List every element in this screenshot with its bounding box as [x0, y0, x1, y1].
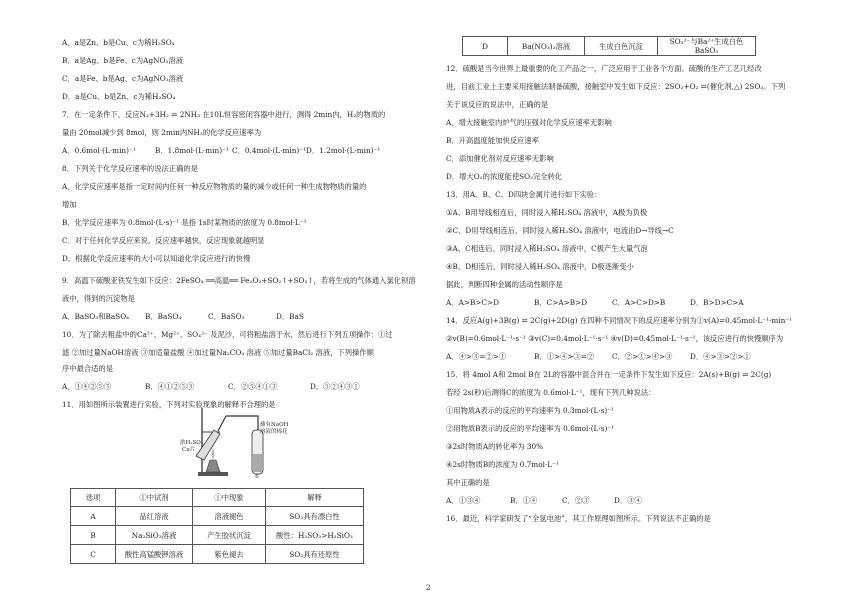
q12-option-a: A．增大接触室内炉气的压强对化学反应速率无影响 — [446, 118, 612, 127]
q15-option-b: B．①④ — [510, 496, 538, 505]
q13-item-1: ①A、B用导线相连后，同时浸入稀H₂SO₄ 溶液中，A极为负极 — [446, 208, 648, 217]
q8-option-d: D．根据化学反应速率的大小可以知道化学反应进行的快慢 — [62, 254, 251, 263]
q15-option-a: A．①③④ — [446, 496, 481, 505]
q7-stem-line2: 量由 20mol减少到 8mol，则 2min内NH₃的化学反应速率为 — [62, 128, 262, 137]
q10-option-c: C．②⑤④①③ — [228, 382, 278, 391]
q15-item-2: ②用物质B表示的反应的平均速率为 0.6mol·(L·s)⁻¹ — [446, 424, 615, 433]
q6-option-d: D．a是Cu、b是Zn、c为稀H₂SO₄ — [62, 92, 176, 101]
q8-option-a-cont: 增加 — [62, 200, 77, 209]
q10-option-a: A．①④②⑤③ — [62, 382, 112, 391]
q15-stem-line2: 若经 2s(秒)后测得C的浓度为 0.6mol·L⁻¹，现有下列几种说法： — [446, 388, 656, 397]
q14-option-b: B．①>④>③=② — [534, 352, 595, 361]
q13-option-a: A．A>B>C>D — [446, 298, 499, 307]
table-row — [463, 37, 756, 56]
q9-option-a: A．BaSO₃和BaSO₄ — [62, 312, 130, 321]
apparatus-figure — [162, 396, 288, 478]
q15-option-d: D．③④ — [614, 496, 642, 505]
q10-stem-line3: 序中最合适的是 — [62, 364, 114, 373]
figure-label-copper: Cu片 — [182, 447, 196, 453]
q9-option-c: C．BaSO₃ — [208, 312, 245, 321]
table-cell: 生成白色沉淀 — [585, 37, 658, 56]
table-cell: D — [463, 37, 508, 56]
q8-option-c: C．对于任何化学反应来说，反应速率越快，反应现象就越明显 — [62, 236, 265, 245]
q15-item-4: ④2s时物质B的浓度为 0.7mol·L⁻¹ — [446, 460, 559, 469]
q15-item-5: 其中正确的是 — [446, 478, 490, 487]
q8-option-a: A．化学反应速率是指一定时间内任何一种反应物物质的量的减少或任何一种生成物物质的量的 — [62, 182, 367, 191]
q12-stem-line3: 关于该反应的说法中，正确的是 — [446, 100, 549, 109]
q10-option-b: B．④①②⑤③ — [145, 382, 195, 391]
q12-option-c: C．添加催化剂对反应速率无影响 — [446, 154, 554, 163]
q13-item-3: ③A、C相连后，同时浸入稀H₂SO₄ 溶液中，C极产生大量气泡 — [446, 244, 648, 253]
q13-item-2: ②C、D用导线相连后，同时浸入稀H₂SO₄ 溶液中，电流由D→导线→C — [446, 226, 674, 235]
q13-option-d: D．B>D>C>A — [690, 298, 744, 307]
q8-stem: 8．下列关于化学反应速率的说法正确的是 — [62, 164, 198, 173]
q15-item-3: ③2s时物质A的转化率为 30% — [446, 442, 544, 451]
q10-stem-line1: 10．为了除去粗盐中的Ca²⁺、Mg²⁺、SO₄²⁻ 及泥沙，可将粗盐溶于水，然后进行下列五项操作：①过 — [62, 330, 393, 339]
table-cell: A — [71, 507, 116, 526]
q12-stem-line1: 12．硫酸是当今世界上最重要的化工产品之一，广泛应用于工业各个方面。硫酸的生产工艺几经改 — [446, 64, 762, 73]
figure-label-cotton-2: 溶液的棉花 — [260, 429, 288, 435]
q12-stem-line2: 进，目前工业上主要采用接触法制备硫酸，接触室中发生如下反应：2SO₂+O₂ ⇌(催化剂,△) 2SO₃。下列 — [446, 82, 786, 91]
q10-stem-line2: 滤 ②加过量NaOH溶液 ③加适量盐酸 ④加过量Na₂CO₃ 溶液 ⑤加过量BaCl₂ 溶液，下列操作顺 — [62, 348, 374, 357]
table-cell: 产生胶状沉淀 — [193, 526, 266, 545]
table-cell: SO₃²⁻与Ba²⁺生成白色BaSO₃ — [658, 37, 756, 56]
q13-item-5: 据此，判断四种金属的活动性顺序是 — [446, 280, 563, 289]
q15-stem-line1: 15．将 4mol A和 2mol B在 2L的容器中混合并在一定条件下发生如下反应：2A(s)+B(g) ⇌ 2C(g) — [446, 370, 772, 379]
q11-table-continued — [462, 36, 756, 56]
q13-item-4: ④B、D相连后，同时浸入稀H₂SO₄ 溶液中，D极逐渐变小 — [446, 262, 634, 271]
table-header: 选项 — [71, 489, 116, 507]
table-row — [71, 526, 364, 545]
q7-option-a: A．0.6mol·(L·min)⁻¹ — [62, 146, 136, 155]
q16-stem: 16．最近，科学家研发了“全氢电池”，其工作原理如图所示。下列说法不正确的是 — [446, 514, 711, 523]
page-number: 2 — [426, 584, 431, 592]
q15-option-c: C．②③ — [562, 496, 590, 505]
q11-stem: 11．用如图所示装置进行实验，下列对实验现象的解释不合理的是 — [62, 400, 276, 409]
q14-option-d: D．④>③>②>① — [690, 352, 751, 361]
apparatus-drawing — [162, 396, 288, 478]
q14-option-c: C．②>①>④>③ — [612, 352, 673, 361]
q8-option-b: B．化学反应速率为 0.8mol·(L·s)⁻¹ 是指 1s时某物质的浓度为 0.8mol·L⁻¹ — [62, 218, 307, 227]
table-cell: C — [71, 545, 116, 564]
q13-option-c: C．A>C>D>B — [612, 298, 666, 307]
table-cell: Na₂SiO₃溶液 — [116, 526, 193, 545]
q14-stem-line1: 14．反应A(g)+3B(g) ⇌ 2C(g)+2D(g) 在四种不同情况下的反应速率分别为①v(A)=0.45mol·L⁻¹·min⁻¹ — [446, 316, 793, 325]
q7-option-d: D．1.2mol·(L·min)⁻¹ — [306, 146, 381, 155]
q7-stem-line1: 7．在一定条件下，反应N₂+3H₂ ⇌ 2NH₃ 在10L恒容密闭容器中进行，测得 2min内，H₂的物质的 — [62, 110, 386, 119]
q6-option-a: A．a是Zn、b是Cu、c为稀H₂SO₄ — [62, 38, 175, 47]
table-header: ①中试剂 — [116, 489, 193, 507]
table-cell: 酸性：H₂SO₃>H₂SiO₃ — [266, 526, 364, 545]
table-header: ①中现象 — [193, 489, 266, 507]
table-row — [71, 507, 364, 526]
q9-stem-line1: 9．高温下硫酸亚铁发生如下反应：2FeSO₄ ══高温══ Fe₂O₃+SO₂↑+SO₃↑，若将生成的气体通入氯化钡溶 — [62, 276, 416, 285]
table-cell: 品红溶液 — [116, 507, 193, 526]
q13-option-b: B．C>A>B>D — [534, 298, 588, 307]
q14-stem-line2: ②v(B)=0.6mol·L⁻¹·s⁻¹ ③v(C)=0.4mol·L⁻¹·s⁻¹ ④v(D)=0.45mol·L⁻¹·s⁻¹，该反应进行的快慢顺序为 — [446, 334, 784, 343]
q7-option-b: B．1.8mol·(L·min)⁻¹ — [155, 146, 229, 155]
table-row — [71, 545, 364, 564]
q6-option-b: B．a是Ag、b是Fe、c为AgNO₃溶液 — [62, 56, 183, 65]
table-header: 解释 — [266, 489, 364, 507]
table-cell: SO₂具有漂白性 — [266, 507, 364, 526]
table-cell: Ba(NO₃)₂溶液 — [508, 37, 585, 56]
q13-stem: 13．用A、B、C、D四块金属片进行如下实验： — [446, 190, 602, 199]
q12-option-d: D．增大O₂的浓度能使SO₂完全转化 — [446, 172, 563, 181]
table-header-row — [71, 489, 364, 507]
table-cell: SO₂具有还原性 — [266, 545, 364, 564]
table-cell: 紫色褪去 — [193, 545, 266, 564]
q9-option-b: B．BaSO₄ — [145, 312, 182, 321]
figure-label-acid: 浓H₂SO₄ — [180, 440, 203, 446]
table-cell: 溶液褪色 — [193, 507, 266, 526]
q14-option-a: A．④>③=②>① — [446, 352, 507, 361]
svg-text:①: ① — [254, 474, 260, 478]
figure-label-cotton: 蘸有NaOH — [260, 422, 289, 428]
q10-option-d: D．⑤②④③① — [310, 382, 360, 391]
table-cell: 酸性高锰酸钾溶液 — [116, 545, 193, 564]
q15-item-1: ①用物质A表示的反应的平均速率为 0.3mol·(L·s)⁻¹ — [446, 406, 614, 415]
q11-table — [70, 488, 364, 564]
q9-option-d: D．BaS — [276, 312, 304, 321]
table-cell: B — [71, 526, 116, 545]
q7-option-c: C．0.4mol·(L·min)⁻¹ — [232, 146, 307, 155]
q12-option-b: B．升高温度能加快反应速率 — [446, 136, 539, 145]
q6-option-c: C．a是Fe、b是Ag、c为AgNO₃溶液 — [62, 74, 184, 83]
q9-stem-line2: 液中，得到的沉淀物是 — [62, 294, 135, 303]
